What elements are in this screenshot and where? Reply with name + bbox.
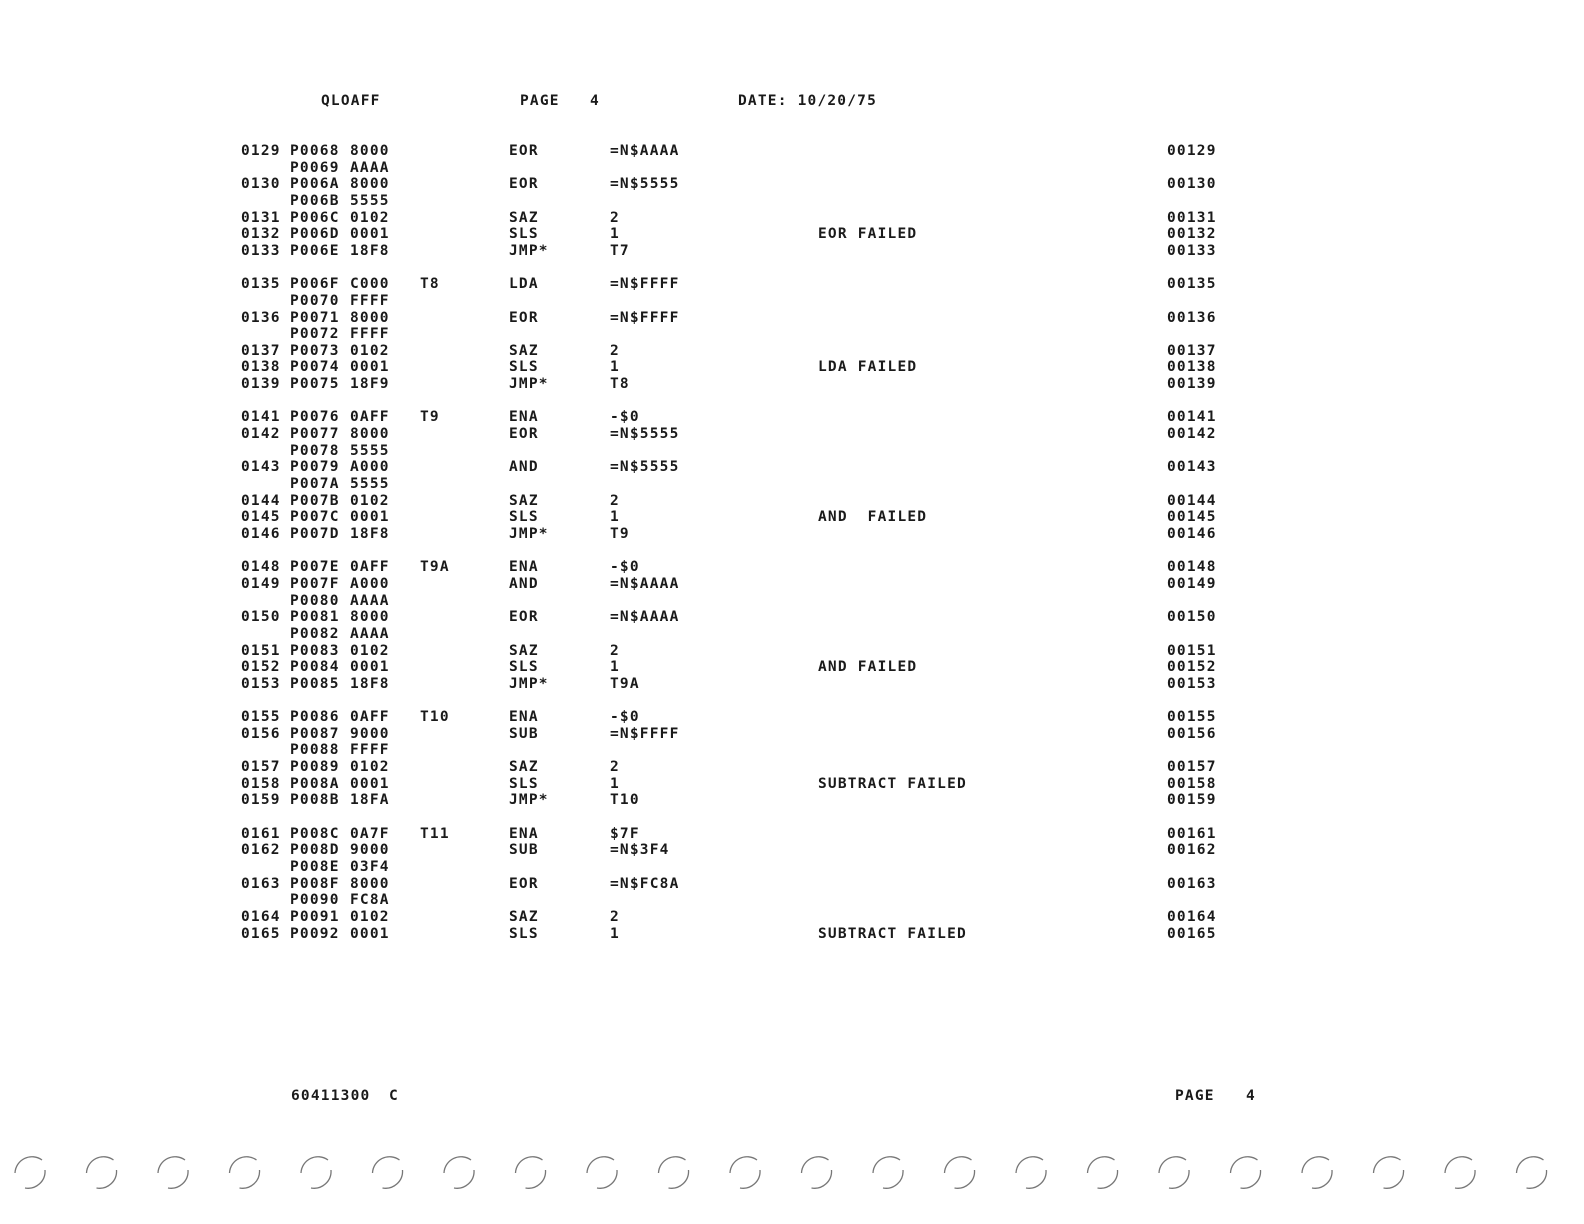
operand: 2 <box>610 908 620 925</box>
feed-hole <box>230 1157 257 1173</box>
address: P0072 <box>290 326 340 343</box>
operand: $7F <box>610 825 640 842</box>
object-code: A000 <box>350 459 390 476</box>
opcode: SLS <box>509 509 539 526</box>
comment: SUBTRACT FAILED <box>818 925 967 942</box>
object-code: 03F4 <box>350 858 390 875</box>
sequence-number: 00142 <box>1167 426 1217 442</box>
feed-hole <box>873 1157 900 1173</box>
address: P0091 <box>290 908 340 925</box>
opcode: SAZ <box>509 759 539 775</box>
sequence-number: 00131 <box>1167 209 1217 226</box>
opcode: AND <box>509 459 539 476</box>
operand: =N$AAAA <box>610 609 680 626</box>
address: P0074 <box>290 359 340 376</box>
object-code: FC8A <box>350 892 390 909</box>
address: P008A <box>290 775 340 792</box>
operand: 1 <box>610 509 620 526</box>
operand: -$0 <box>610 409 640 426</box>
opcode: SLS <box>509 659 539 676</box>
line-number: 0141 <box>241 409 281 426</box>
feed-hole <box>1088 1157 1115 1173</box>
object-code: FFFF <box>350 742 390 759</box>
opcode: SUB <box>509 725 539 742</box>
line-number: 0161 <box>241 825 281 842</box>
line-number: 0163 <box>241 875 281 892</box>
line-number: 0148 <box>241 559 281 576</box>
sequence-number: 00157 <box>1167 759 1217 775</box>
tractor-feed-holes <box>0 1148 1584 1198</box>
object-code: AAAA <box>350 159 390 176</box>
comment: LDA FAILED <box>818 359 918 376</box>
sequence-number: 00146 <box>1167 525 1217 542</box>
feed-hole <box>1231 1157 1258 1173</box>
object-code: 8000 <box>350 875 390 892</box>
feed-hole <box>1384 1170 1404 1188</box>
address: P007C <box>290 509 340 526</box>
operand: -$0 <box>610 709 640 726</box>
line-number: 0135 <box>241 276 281 293</box>
line-number: 0144 <box>241 492 281 509</box>
feed-hole <box>1098 1170 1118 1188</box>
feed-hole <box>955 1170 975 1188</box>
object-code: 8000 <box>350 426 390 442</box>
feed-hole <box>1169 1170 1189 1188</box>
sequence-number: 00153 <box>1167 675 1217 692</box>
sequence-number: 00135 <box>1167 276 1217 293</box>
line-number: 0150 <box>241 609 281 626</box>
opcode: ENA <box>509 559 539 576</box>
operand: 2 <box>610 642 620 659</box>
object-code: 18FA <box>350 792 390 809</box>
object-code: 9000 <box>350 842 390 859</box>
sequence-number: 00164 <box>1167 908 1217 925</box>
address: P0075 <box>290 376 340 393</box>
object-code: 0102 <box>350 642 390 659</box>
label: T11 <box>420 825 450 842</box>
feed-hole <box>526 1170 546 1188</box>
address: P008C <box>290 825 340 842</box>
feed-hole <box>1517 1157 1544 1173</box>
address: P0080 <box>290 592 340 609</box>
object-code: 8000 <box>350 309 390 326</box>
sequence-number: 00144 <box>1167 492 1217 509</box>
object-code: 18F9 <box>350 376 390 393</box>
object-code: 0AFF <box>350 409 390 426</box>
sequence-number: 00159 <box>1167 792 1217 809</box>
object-code: 5555 <box>350 442 390 459</box>
object-code: 0001 <box>350 509 390 526</box>
feed-hole <box>1312 1170 1332 1188</box>
feed-hole <box>659 1157 686 1173</box>
opcode: SLS <box>509 775 539 792</box>
sequence-number: 00158 <box>1167 775 1217 792</box>
feed-hole <box>301 1157 328 1173</box>
sequence-number: 00133 <box>1167 242 1217 259</box>
feed-hole <box>25 1170 45 1188</box>
object-code: 0001 <box>350 925 390 942</box>
comment: AND FAILED <box>818 659 918 676</box>
sequence-number: 00165 <box>1167 925 1217 942</box>
object-code: 9000 <box>350 725 390 742</box>
object-code: A000 <box>350 575 390 592</box>
feed-hole <box>1374 1157 1401 1173</box>
address: P008D <box>290 842 340 859</box>
address: P0090 <box>290 892 340 909</box>
line-number: 0165 <box>241 925 281 942</box>
line-number: 0162 <box>241 842 281 859</box>
object-code: FFFF <box>350 326 390 343</box>
line-number: 0137 <box>241 342 281 359</box>
line-number: 0139 <box>241 376 281 393</box>
object-code: AAAA <box>350 625 390 642</box>
sequence-number: 00130 <box>1167 176 1217 193</box>
feed-hole <box>97 1170 117 1188</box>
opcode: JMP* <box>509 792 549 809</box>
sequence-number: 00141 <box>1167 409 1217 426</box>
object-code: 0AFF <box>350 709 390 726</box>
sequence-number: 00139 <box>1167 376 1217 393</box>
address: P008B <box>290 792 340 809</box>
header-page-label: PAGE <box>520 93 560 109</box>
operand: 1 <box>610 775 620 792</box>
comment: EOR FAILED <box>818 226 918 243</box>
sequence-number: 00143 <box>1167 459 1217 476</box>
line-number: 0129 <box>241 143 281 159</box>
opcode: EOR <box>509 426 539 442</box>
operand: 2 <box>610 759 620 775</box>
operand: =N$FFFF <box>610 276 680 293</box>
opcode: ENA <box>509 409 539 426</box>
line-number: 0133 <box>241 242 281 259</box>
feed-hole <box>240 1170 260 1188</box>
feed-hole <box>383 1170 403 1188</box>
address: P0079 <box>290 459 340 476</box>
operand: =N$3F4 <box>610 842 670 859</box>
address: P006E <box>290 242 340 259</box>
sequence-number: 00136 <box>1167 309 1217 326</box>
opcode: SAZ <box>509 209 539 226</box>
object-code: 0102 <box>350 209 390 226</box>
line-number: 0130 <box>241 176 281 193</box>
sequence-number: 00156 <box>1167 725 1217 742</box>
feed-hole <box>1241 1170 1261 1188</box>
feed-hole <box>454 1170 474 1188</box>
sequence-number: 00137 <box>1167 342 1217 359</box>
feed-hole <box>15 1157 42 1173</box>
address: P0085 <box>290 675 340 692</box>
address: P0081 <box>290 609 340 626</box>
opcode: EOR <box>509 143 539 159</box>
line-number: 0164 <box>241 908 281 925</box>
comment: SUBTRACT FAILED <box>818 775 967 792</box>
object-code: AAAA <box>350 592 390 609</box>
address: P008F <box>290 875 340 892</box>
opcode: JMP* <box>509 242 549 259</box>
footer-page-label: PAGE <box>1175 1088 1215 1104</box>
address: P0076 <box>290 409 340 426</box>
address: P0092 <box>290 925 340 942</box>
address: P0078 <box>290 442 340 459</box>
object-code: 0001 <box>350 659 390 676</box>
opcode: ENA <box>509 709 539 726</box>
feed-hole <box>444 1157 471 1173</box>
opcode: SLS <box>509 226 539 243</box>
line-number: 0143 <box>241 459 281 476</box>
line-number: 0145 <box>241 509 281 526</box>
address: P0068 <box>290 143 340 159</box>
feed-hole <box>158 1157 185 1173</box>
feed-hole <box>1527 1170 1547 1188</box>
address: P0083 <box>290 642 340 659</box>
sequence-number: 00145 <box>1167 509 1217 526</box>
object-code: FFFF <box>350 292 390 309</box>
sequence-number: 00163 <box>1167 875 1217 892</box>
object-code: 8000 <box>350 176 390 193</box>
line-number: 0146 <box>241 525 281 542</box>
sequence-number: 00150 <box>1167 609 1217 626</box>
operand: =N$AAAA <box>610 143 680 159</box>
feed-hole <box>168 1170 188 1188</box>
object-code: 5555 <box>350 193 390 209</box>
object-code: C000 <box>350 276 390 293</box>
address: P006B <box>290 193 340 209</box>
feed-hole <box>812 1170 832 1188</box>
header-page-number: 4 <box>590 93 600 109</box>
operand: =N$5555 <box>610 426 680 442</box>
feed-hole <box>945 1157 972 1173</box>
address: P008E <box>290 858 340 875</box>
label: T10 <box>420 709 450 726</box>
operand: T7 <box>610 242 630 259</box>
feed-hole <box>1159 1157 1186 1173</box>
opcode: SLS <box>509 925 539 942</box>
object-code: 0001 <box>350 359 390 376</box>
object-code: 18F8 <box>350 675 390 692</box>
feed-hole <box>1455 1170 1475 1188</box>
sequence-number: 00148 <box>1167 559 1217 576</box>
feed-hole <box>516 1157 543 1173</box>
address: P006C <box>290 209 340 226</box>
address: P007B <box>290 492 340 509</box>
operand: T9 <box>610 525 630 542</box>
sequence-number: 00149 <box>1167 575 1217 592</box>
sequence-number: 00161 <box>1167 825 1217 842</box>
footer-doc-number: 60411300 <box>291 1088 371 1104</box>
address: P006A <box>290 176 340 193</box>
operand: =N$FC8A <box>610 875 680 892</box>
operand: =N$FFFF <box>610 309 680 326</box>
object-code: 0102 <box>350 492 390 509</box>
operand: 1 <box>610 925 620 942</box>
program-name: QLOAFF <box>321 93 381 109</box>
line-number: 0158 <box>241 775 281 792</box>
object-code: 18F8 <box>350 242 390 259</box>
line-number: 0138 <box>241 359 281 376</box>
opcode: SAZ <box>509 492 539 509</box>
sequence-number: 00155 <box>1167 709 1217 726</box>
feed-hole <box>373 1157 400 1173</box>
object-code: 18F8 <box>350 525 390 542</box>
object-code: 0102 <box>350 342 390 359</box>
object-code: 0A7F <box>350 825 390 842</box>
object-code: 0102 <box>350 759 390 775</box>
opcode: JMP* <box>509 376 549 393</box>
opcode: JMP* <box>509 525 549 542</box>
opcode: SLS <box>509 359 539 376</box>
label: T8 <box>420 276 440 293</box>
line-number: 0153 <box>241 675 281 692</box>
operand: =N$AAAA <box>610 575 680 592</box>
line-number: 0152 <box>241 659 281 676</box>
feed-hole <box>669 1170 689 1188</box>
feed-hole <box>1026 1170 1046 1188</box>
operand: 2 <box>610 209 620 226</box>
address: P007E <box>290 559 340 576</box>
feed-hole <box>730 1157 757 1173</box>
address: P0070 <box>290 292 340 309</box>
line-number: 0159 <box>241 792 281 809</box>
operand: =N$5555 <box>610 176 680 193</box>
object-code: 8000 <box>350 143 390 159</box>
line-number: 0131 <box>241 209 281 226</box>
opcode: EOR <box>509 309 539 326</box>
line-number: 0151 <box>241 642 281 659</box>
opcode: EOR <box>509 875 539 892</box>
label: T9A <box>420 559 450 576</box>
opcode: SAZ <box>509 908 539 925</box>
header-date: DATE: 10/20/75 <box>738 93 878 109</box>
feed-hole <box>587 1157 614 1173</box>
address: P006F <box>290 276 340 293</box>
operand: 2 <box>610 342 620 359</box>
opcode: SAZ <box>509 342 539 359</box>
address: P0087 <box>290 725 340 742</box>
opcode: AND <box>509 575 539 592</box>
opcode: SAZ <box>509 642 539 659</box>
address: P007A <box>290 476 340 492</box>
operand: =N$5555 <box>610 459 680 476</box>
line-number: 0142 <box>241 426 281 442</box>
address: P0073 <box>290 342 340 359</box>
address: P006D <box>290 226 340 243</box>
opcode: JMP* <box>509 675 549 692</box>
address: P0088 <box>290 742 340 759</box>
sequence-number: 00162 <box>1167 842 1217 859</box>
sequence-number: 00138 <box>1167 359 1217 376</box>
line-number: 0156 <box>241 725 281 742</box>
feed-hole <box>597 1170 617 1188</box>
line-number: 0157 <box>241 759 281 775</box>
line-number: 0132 <box>241 226 281 243</box>
operand: T9A <box>610 675 640 692</box>
address: P0077 <box>290 426 340 442</box>
opcode: EOR <box>509 609 539 626</box>
operand: 1 <box>610 226 620 243</box>
feed-hole <box>87 1157 114 1173</box>
opcode: EOR <box>509 176 539 193</box>
feed-hole <box>311 1170 331 1188</box>
footer-page-number: 4 <box>1246 1088 1256 1104</box>
operand: 2 <box>610 492 620 509</box>
address: P0089 <box>290 759 340 775</box>
address: P0082 <box>290 625 340 642</box>
object-code: 8000 <box>350 609 390 626</box>
opcode: ENA <box>509 825 539 842</box>
operand: =N$FFFF <box>610 725 680 742</box>
object-code: 5555 <box>350 476 390 492</box>
operand: T10 <box>610 792 640 809</box>
operand: T8 <box>610 376 630 393</box>
feed-hole <box>1445 1157 1472 1173</box>
object-code: 0001 <box>350 226 390 243</box>
object-code: 0102 <box>350 908 390 925</box>
feed-hole <box>740 1170 760 1188</box>
address: P0071 <box>290 309 340 326</box>
address: P007D <box>290 525 340 542</box>
feed-hole <box>1302 1157 1329 1173</box>
sequence-number: 00132 <box>1167 226 1217 243</box>
sequence-number: 00152 <box>1167 659 1217 676</box>
address: P0084 <box>290 659 340 676</box>
line-number: 0155 <box>241 709 281 726</box>
sequence-number: 00129 <box>1167 143 1217 159</box>
opcode: LDA <box>509 276 539 293</box>
feed-hole <box>802 1157 829 1173</box>
sequence-number: 00151 <box>1167 642 1217 659</box>
operand: 1 <box>610 359 620 376</box>
operand: 1 <box>610 659 620 676</box>
comment: AND FAILED <box>818 509 928 526</box>
feed-hole <box>1016 1157 1043 1173</box>
label: T9 <box>420 409 440 426</box>
line-number: 0149 <box>241 575 281 592</box>
line-number: 0136 <box>241 309 281 326</box>
address: P007F <box>290 575 340 592</box>
address: P0086 <box>290 709 340 726</box>
object-code: 0001 <box>350 775 390 792</box>
address: P0069 <box>290 159 340 176</box>
opcode: SUB <box>509 842 539 859</box>
object-code: 0AFF <box>350 559 390 576</box>
operand: -$0 <box>610 559 640 576</box>
feed-hole <box>883 1170 903 1188</box>
footer-revision: C <box>389 1088 399 1104</box>
